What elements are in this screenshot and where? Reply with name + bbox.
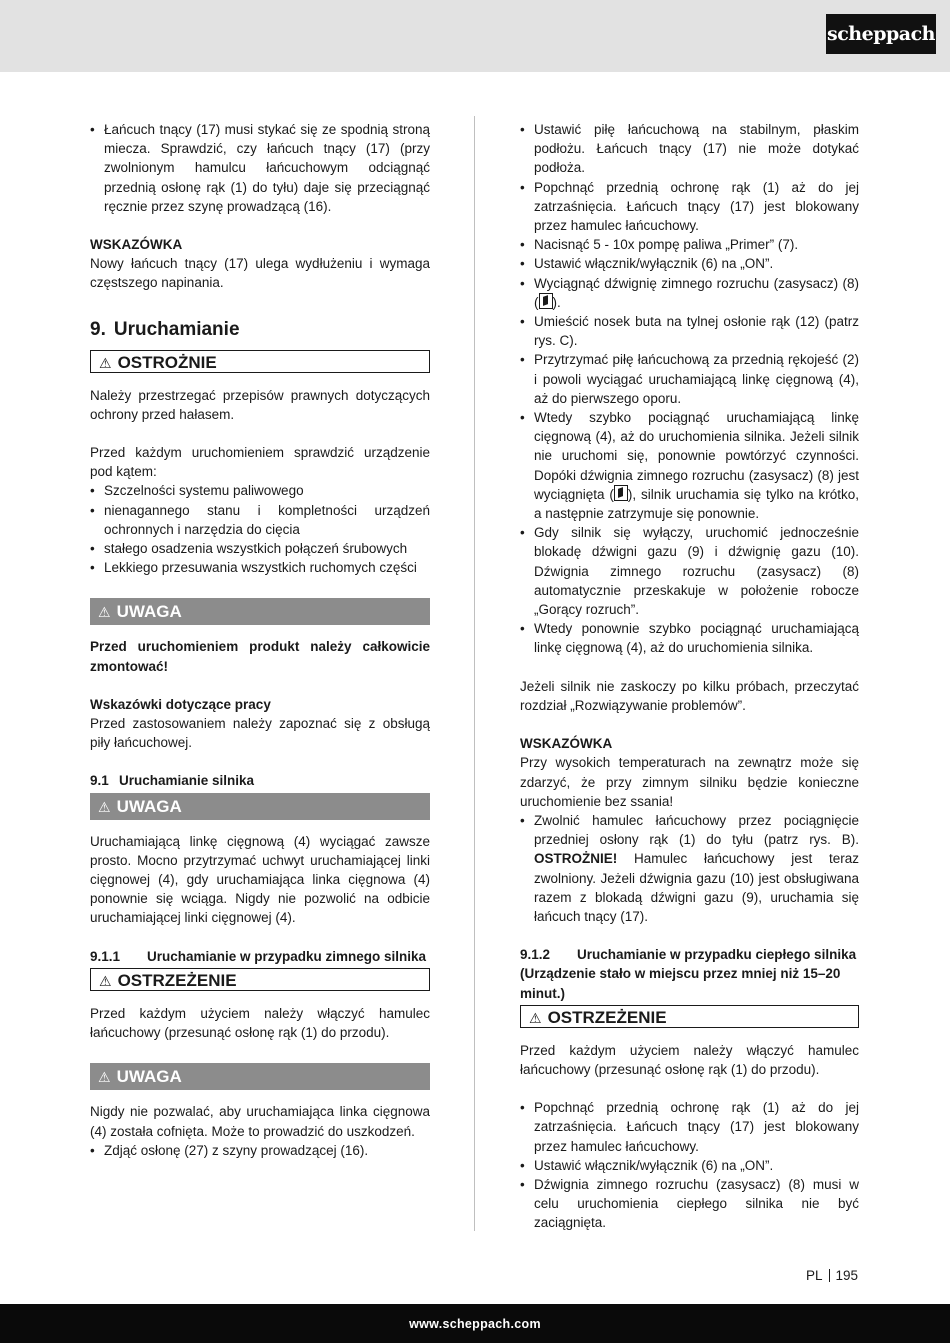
- note-bullet-rest: Hamulec łańcuchowy jest teraz zwolniony. Jeżeli dźwignia gazu (10) jest obsługiwana razem z blokadą dźwigni gazu (9), uruchamia się łańcuch tnący (17).: [534, 851, 859, 924]
- subsection-title: Uruchamianie w przypadku zimnego silnika: [147, 948, 427, 964]
- subsection-heading: [90, 947, 430, 966]
- attention-label: UWAGA: [116, 602, 182, 622]
- column-divider: [474, 116, 475, 1231]
- warning-triangle-icon: ⚠: [99, 354, 112, 371]
- page-num: 195: [835, 1268, 859, 1283]
- warning-label: OSTRZEŻENIE: [117, 970, 237, 990]
- list-item: • Ustawić włącznik/wyłącznik (6) na „ON”.: [520, 1156, 859, 1175]
- subsection-title: Uruchamianie silnika: [119, 773, 255, 789]
- list-item: • Lekkiego przesuwania wszystkich ruchomych części: [90, 558, 430, 577]
- list-item: • Wtedy ponownie szybko pociągnąć uruchamiającą linkę cięgnową (4), aż do uruchomienia silnika.: [520, 619, 859, 657]
- left-column: [90, 120, 430, 1160]
- right-column: [520, 120, 859, 1233]
- work-title: Wskazówki dotyczące pracy: [90, 696, 271, 712]
- attention-box: [90, 793, 430, 820]
- subsection-heading: [520, 945, 859, 964]
- header-bar: [0, 0, 950, 72]
- list-item: • Umieścić nosek buta na tylnej osłonie rąk (12) (patrz rys. C).: [520, 312, 859, 350]
- footer-url[interactable]: www.scheppach.com: [409, 1317, 541, 1331]
- list-item: [520, 811, 859, 926]
- attention-box: [90, 1063, 430, 1090]
- section-heading: [90, 318, 430, 342]
- caution-text: Należy przestrzegać przepisów prawnych dotyczących ochrony przed hałasem.: [90, 387, 430, 422]
- list-item: • Dźwignia zimnego rozruchu (zasysacz) (8) musi w celu uruchomienia ciepłego silnika nie być zaciągnięta.: [520, 1175, 859, 1233]
- choke-lever-icon: [539, 293, 553, 309]
- note-bullet-text: Zwolnić hamulec łańcuchowy przez pociągnięcie przedniej osłony rąk (1) do tyłu (patrz rys. B).: [534, 812, 859, 848]
- final-list: [90, 1141, 430, 1160]
- list-item: • Łańcuch tnący (17) musi stykać się ze spodnią stroną miecza. Sprawdzić, czy łańcuch tnący (17) (przy zwolnionym hamulcu łańcuchowym odciągnąć przednią osłonę rąk (1) do tyłu) daje się przeciągnąć ręcznie przez szynę prowadzącą (16).: [90, 120, 430, 216]
- caution-box: [90, 350, 430, 373]
- note-text: Przy wysokich temperaturach na zewnątrz może się zdarzyć, że przy zimnym silniku będzie konieczne uruchomienie bez ssania!: [520, 755, 859, 809]
- subsection-title: Uruchamianie w przypadku ciepłego silnika: [577, 947, 857, 963]
- warning-label: OSTRZEŻENIE: [547, 1007, 667, 1027]
- note-bullet-bold: OSTROŻNIE!: [534, 851, 618, 867]
- warning-triangle-icon: ⚠: [98, 798, 111, 815]
- choke-step-end: ).: [552, 294, 561, 310]
- brand-logo: scheppach: [826, 14, 936, 54]
- start-step-end: ), silnik uruchamia się tylko na krótko, a następnie zatrzymuje się ponownie.: [534, 486, 859, 522]
- page-lang: PL: [806, 1268, 823, 1283]
- list-item: • nienagannego stanu i kompletności urządzeń ochronnych i narzędzia do cięcia: [90, 501, 430, 539]
- section-title: Uruchamianie: [113, 318, 240, 340]
- warning-triangle-icon: ⚠: [98, 1069, 111, 1086]
- warning-triangle-icon: ⚠: [98, 604, 111, 621]
- intro-list: [90, 120, 430, 216]
- footer-bar: [0, 1304, 950, 1343]
- choke-lever-icon: [614, 485, 628, 501]
- subsection-number: 9.1.2: [520, 947, 551, 963]
- subsection-subtitle: (Urządzenie stało w miejscu przez mniej niż 15–20 minut.): [520, 966, 841, 1001]
- attention-text: Uruchamiającą linkę cięgnową (4) wyciągać zawsze prosto. Mocno przytrzymać uchwyt uruchamiającej linki cięgnowej (4), gdy uruchamiająca linka cięgnowa (4) ponownie się wciąga. Nigdy nie pozwolić na odbicie uruchamiającej linki cięgnowej (4).: [90, 833, 430, 926]
- list-item: • Zdjąć osłonę (27) z szyny prowadzącej (16).: [90, 1141, 430, 1160]
- warning-text: Przed każdym użyciem należy włączyć hamulec łańcuchowy (przesunąć osłonę rąk (1) do przodu).: [90, 1005, 430, 1041]
- warning-box: [520, 1005, 859, 1028]
- note-list: [520, 811, 859, 926]
- check-intro: Przed każdym uruchomieniem sprawdzić urządzenie pod kątem:: [90, 445, 430, 480]
- list-item: • Nacisnąć 5 - 10x pompę paliwa „Primer” (7).: [520, 235, 859, 254]
- subsection-heading: [90, 771, 430, 790]
- list-item: • Przytrzymać piłę łańcuchową za przednią rękojeść (2) i powoli wyciągać uruchamiającą linkę cięgnową (4), aż do pierwszego oporu.: [520, 350, 859, 408]
- cold-start-steps: [520, 120, 859, 658]
- note-text: Nowy łańcuch tnący (17) ulega wydłużeniu i wymaga częstszego napinania.: [90, 256, 430, 291]
- list-item: • Gdy silnik się wyłączy, uruchomić jednocześnie blokadę dźwigni gazu (9) i dźwignię gazu (10). Dźwignia zimnego rozruchu (zasysacz) (8) automatycznie przeskakuje w położenie robocze „Gorący rozruch”.: [520, 523, 859, 619]
- work-text: Przed zastosowaniem należy zapoznać się z obsługą piły łańcuchowej.: [90, 716, 430, 751]
- page-number: [806, 1266, 858, 1285]
- list-item: • stałego osadzenia wszystkich połączeń śrubowych: [90, 539, 430, 558]
- list-item: • Ustawić piłę łańcuchową na stabilnym, płaskim podłożu. Łańcuch tnący (17) nie może dotykać podłoża.: [520, 120, 859, 178]
- section-number: 9.: [90, 318, 106, 340]
- note-title: WSKAZÓWKA: [520, 736, 613, 752]
- choke-step-text: Wyciągnąć dźwignię zimnego rozruchu (zasysacz) (8) (: [534, 275, 859, 310]
- list-item: • Ustawić włącznik/wyłącznik (6) na „ON”.: [520, 254, 859, 273]
- attention-label: UWAGA: [116, 1067, 182, 1087]
- warning-triangle-icon: ⚠: [99, 972, 112, 989]
- warm-start-steps: [520, 1098, 859, 1232]
- attention-text: Nigdy nie pozwalać, aby uruchamiająca linka cięgnowa (4) została cofnięta. Może to prowadzić do uszkodzeń.: [90, 1104, 430, 1139]
- list-item: [520, 274, 859, 312]
- note-title: WSKAZÓWKA: [90, 237, 183, 253]
- attention-box: [90, 598, 430, 625]
- check-list: [90, 481, 430, 577]
- subsection-number: 9.1.1: [90, 948, 121, 964]
- attention-text: Przed uruchomieniem produkt należy całkowicie zmontować!: [90, 639, 430, 674]
- list-item: • Szczelności systemu paliwowego: [90, 481, 430, 500]
- attention-label: UWAGA: [116, 796, 182, 816]
- warning-triangle-icon: ⚠: [529, 1009, 542, 1026]
- list-item: • Popchnąć przednią ochronę rąk (1) aż do jej zatrzaśnięcia. Łańcuch tnący (17) jest blokowany przez hamulec łańcuchowy.: [520, 178, 859, 236]
- list-item: • Popchnąć przednią ochronę rąk (1) aż do jej zatrzaśnięcia. Łańcuch tnący (17) jest blokowany przez hamulec łańcuchowy.: [520, 1098, 859, 1156]
- warning-box: [90, 968, 430, 991]
- page-separator: [829, 1269, 830, 1282]
- fail-text: Jeżeli silnik nie zaskoczy po kilku próbach, przeczytać rozdział „Rozwiązywanie problemów”.: [520, 678, 859, 713]
- list-item: [520, 408, 859, 523]
- caution-label: OSTROŻNIE: [117, 352, 217, 372]
- warning-text: Przed każdym użyciem należy włączyć hamulec łańcuchowy (przesunąć osłonę rąk (1) do przodu).: [520, 1042, 859, 1077]
- start-step-text: Wtedy szybko pociągnąć uruchamiającą linkę cięgnową (4), aż do uruchomienia silnika. Jeżeli silnik nie uruchomi się, ponownie powtórzyć czynności. Dopóki dźwignia zimnego rozruchu (zasysacz) (8) jest wyciągnięta (: [534, 410, 859, 502]
- subsection-number: 9.1: [90, 773, 109, 789]
